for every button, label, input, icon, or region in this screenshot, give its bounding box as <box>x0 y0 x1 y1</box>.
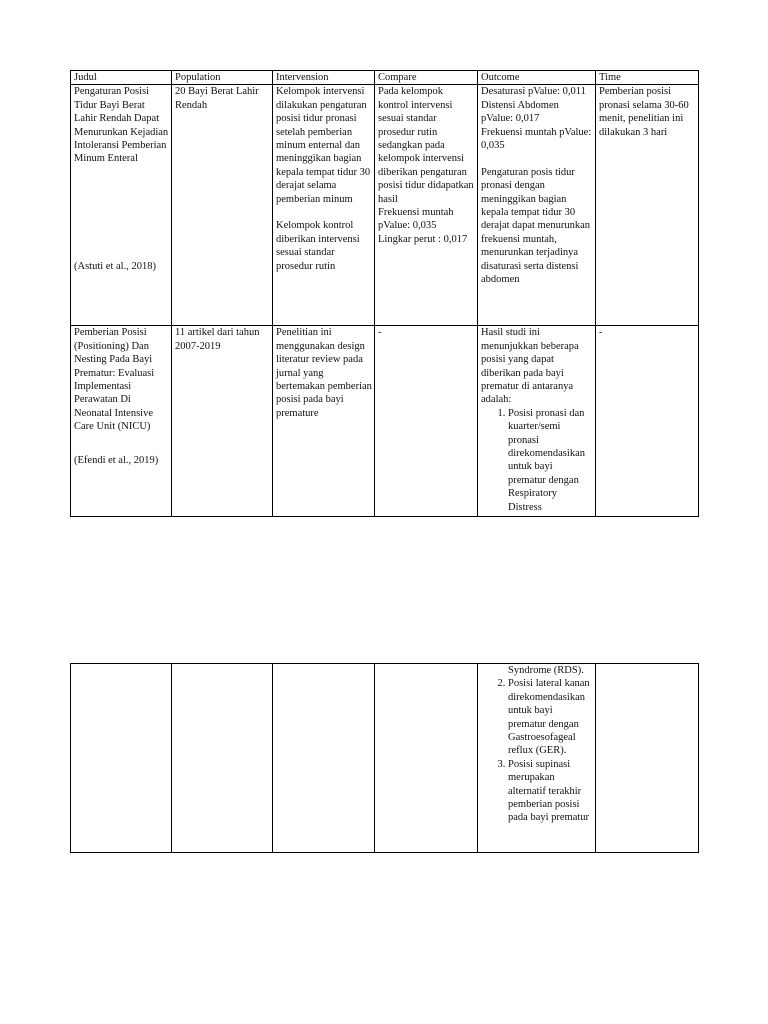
cell-judul <box>71 85 172 326</box>
literature-review-table <box>70 70 699 517</box>
table-row <box>71 664 699 853</box>
cell-judul <box>71 326 172 517</box>
header-compare: Compare <box>375 71 478 85</box>
cell-time <box>596 326 699 517</box>
table-header-row <box>71 71 699 85</box>
header-outcome: Outcome <box>478 71 596 85</box>
cell-judul <box>71 664 172 853</box>
cell-outcome <box>478 85 596 326</box>
cell-intervension <box>273 326 375 517</box>
judul-text: Pemberian Posisi (Positioning) Dan Nesting Pada Bayi Prematur: Evaluasi Implementasi Perawatan Di Neonatal Intensive Care Unit (NICU) <box>74 327 155 433</box>
time-text: Pemberian posisi pronasi selama 30-60 menit, penelitian ini dilakukan 3 hari <box>599 86 689 138</box>
list-item <box>508 677 593 757</box>
cell-time <box>596 85 699 326</box>
outcome-text-4: Pengaturan posis tidur pronasi dengan meninggikan bagian kepala tempat tidur 30 derajat dapat menurunkan frekuensi muntah, menurunkan terjadinya disaturasi serta distensi abdomen <box>481 166 591 286</box>
judul-text: Pengaturan Posisi Tidur Bayi Berat Lahir Rendah Dapat Menurunkan Kejadian Intoleransi Pemberian Minum Enteral <box>74 86 169 165</box>
table-row <box>71 326 699 517</box>
outcome-intro: Hasil studi ini menunjukkan beberapa posisi yang dapat diberikan pada bayi prematur di antaranya adalah: <box>481 327 579 406</box>
header-intervension: Intervension <box>273 71 375 85</box>
list-item-continuation: Syndrome (RDS). <box>508 665 584 676</box>
cell-compare <box>375 326 478 517</box>
cell-population <box>172 85 273 326</box>
outcome-list <box>481 677 593 824</box>
list-item-text: Posisi supinasi merupakan alternatif terakhir pemberian posisi pada bayi prematur <box>508 758 590 824</box>
literature-review-table-continued <box>70 663 699 853</box>
intervension-text-1: Kelompok intervensi dilakukan pengaturan posisi tidur pronasi setelah pemberian minum enternal dan meninggikan bagian kepala tempat tidur 30 derajat selama pemberian minum <box>276 86 371 205</box>
table-row <box>71 85 699 326</box>
list-item <box>508 758 593 825</box>
population-text: 11 artikel dari tahun 2007-2019 <box>175 327 260 352</box>
intervension-text: Penelitian ini menggunakan design literatur review pada jurnal yang bertemakan pemberian posisi pada bayi premature <box>276 327 372 419</box>
outcome-text-1: Desaturasi pValue: 0,011 <box>481 86 586 98</box>
cell-outcome <box>478 326 596 517</box>
compare-text-2: Frekuensi muntah pValue: 0,035 <box>378 207 454 232</box>
header-judul: Judul <box>71 71 172 85</box>
judul-citation: (Astuti et al., 2018) <box>74 260 156 272</box>
cell-compare <box>375 85 478 326</box>
cell-compare <box>375 664 478 853</box>
intervension-text-2: Kelompok kontrol diberikan intervensi sesuai standar prosedur rutin <box>276 220 360 272</box>
outcome-list <box>481 407 593 514</box>
time-text: - <box>599 327 603 339</box>
outcome-text-3: Frekuensi muntah pValue: 0,035 <box>481 126 592 152</box>
population-text: 20 Bayi Berat Lahir Rendah <box>175 86 259 111</box>
compare-text: - <box>378 327 382 339</box>
compare-text-3: Lingkar perut : 0,017 <box>378 233 468 245</box>
header-time: Time <box>596 71 699 85</box>
cell-outcome <box>478 664 596 853</box>
cell-population <box>172 326 273 517</box>
list-item <box>508 407 593 514</box>
cell-intervension <box>273 85 375 326</box>
outcome-text-2: Distensi Abdomen pValue: 0,017 <box>481 99 559 125</box>
list-item-text: Posisi pronasi dan kuarter/semi pronasi direkomendasikan untuk bayi prematur dengan Respiratory Distress <box>508 407 585 513</box>
cell-intervension <box>273 664 375 853</box>
header-population: Population <box>172 71 273 85</box>
cell-time <box>596 664 699 853</box>
judul-citation: (Efendi et al., 2019) <box>74 454 159 466</box>
compare-text-1: Pada kelompok kontrol intervensi sesuai standar prosedur rutin sedangkan pada kelompok intervensi diberikan pengaturan posisi tidur didapatkan hasil <box>378 86 474 205</box>
list-item-text: Posisi lateral kanan direkomendasikan untuk bayi prematur dengan Gastroesofageal reflux (GER). <box>508 678 590 757</box>
cell-population <box>172 664 273 853</box>
